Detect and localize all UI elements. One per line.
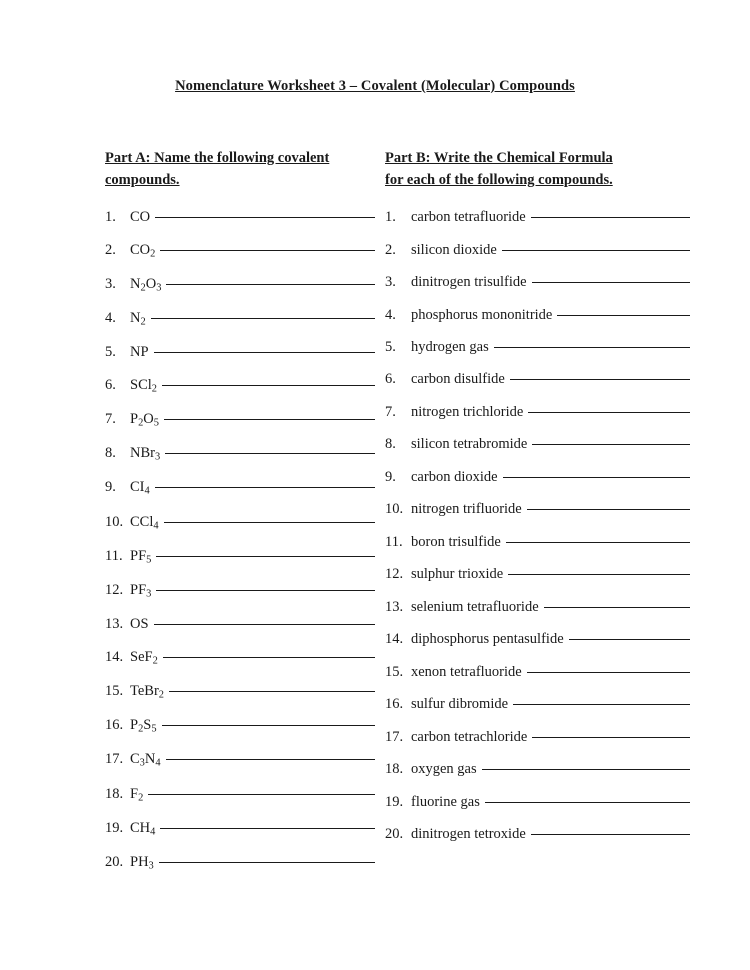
item-number: 9. <box>385 468 396 485</box>
part-b-item <box>385 696 690 713</box>
answer-blank[interactable] <box>508 574 690 575</box>
answer-blank[interactable] <box>532 282 690 283</box>
item-number: 18. <box>105 785 124 802</box>
chemical-formula: CCl$_4$ <box>130 513 159 532</box>
item-number: 14. <box>105 648 124 665</box>
part-a-item <box>105 582 375 601</box>
part-b-item <box>385 469 690 486</box>
answer-blank[interactable] <box>557 315 690 316</box>
item-number: 3. <box>385 274 396 291</box>
compound-name: nitrogen trichloride <box>411 403 524 420</box>
part-a-item <box>105 616 375 633</box>
chemical-formula: $PH_3$ <box>130 854 154 872</box>
part-b-item <box>385 826 690 843</box>
answer-blank[interactable] <box>151 318 375 319</box>
chemical-formula: TeBr$_2$ <box>130 682 164 701</box>
answer-blank[interactable] <box>166 759 375 760</box>
answer-blank[interactable] <box>156 556 375 557</box>
answer-blank[interactable] <box>532 444 690 445</box>
answer-blank[interactable] <box>528 412 690 413</box>
answer-blank[interactable] <box>154 624 375 625</box>
chemical-formula: NBr$_3$ <box>130 445 161 463</box>
item-number: 12. <box>385 566 404 583</box>
part-a-item <box>105 276 375 295</box>
item-number: 15. <box>385 663 404 680</box>
answer-blank[interactable] <box>531 834 690 835</box>
part-b-item <box>385 631 690 648</box>
compound-name: boron trisulfide <box>411 533 501 550</box>
part-b-item <box>385 404 690 421</box>
compound-name: xenon tetrafluoride <box>411 663 522 680</box>
item-number: 4. <box>385 306 396 323</box>
part-a-item <box>105 209 375 226</box>
part-a-item <box>105 683 375 702</box>
part-a-item <box>105 717 375 736</box>
answer-blank[interactable] <box>164 522 375 523</box>
part-a-heading-line1: Part A: Name the following covalent <box>105 150 330 166</box>
compound-name: sulphur trioxide <box>411 566 504 583</box>
part-a-item <box>105 751 375 770</box>
answer-blank[interactable] <box>169 691 375 692</box>
chemical-formula: SeF$_2$ <box>130 648 158 667</box>
compound-name: silicon tetrabromide <box>411 436 528 453</box>
answer-blank[interactable] <box>485 802 690 803</box>
part-a-item <box>105 445 375 464</box>
part-b-item <box>385 209 690 226</box>
compound-name: selenium tetrafluoride <box>411 598 539 615</box>
answer-blank[interactable] <box>154 352 375 353</box>
item-number: 2. <box>105 241 116 258</box>
answer-blank[interactable] <box>159 862 375 863</box>
part-a-column <box>60 147 375 888</box>
compound-name: phosphorus mononitride <box>411 306 553 323</box>
item-number: 5. <box>105 344 116 361</box>
item-number: 9. <box>105 479 116 496</box>
chemical-formula: $C_3N_4$ <box>130 751 161 769</box>
item-number: 7. <box>105 410 116 427</box>
answer-blank[interactable] <box>160 250 375 251</box>
part-a-item <box>105 514 375 533</box>
compound-name: nitrogen trifluoride <box>411 501 522 518</box>
chemical-formula: $CO_2$ <box>130 241 156 260</box>
part-a-item <box>105 344 375 361</box>
item-number: 11. <box>385 533 403 550</box>
answer-blank[interactable] <box>532 737 690 738</box>
compound-name: fluorine gas <box>411 793 480 810</box>
part-a-heading <box>105 147 375 191</box>
chemical-formula: NP <box>130 344 149 361</box>
answer-blank[interactable] <box>494 347 690 348</box>
part-b-item <box>385 371 690 388</box>
part-a-item <box>105 548 375 567</box>
part-b-item <box>385 242 690 259</box>
item-number: 12. <box>105 582 124 598</box>
part-a-item <box>105 820 375 839</box>
chemical-formula: $PF_5$ <box>130 547 152 566</box>
item-number: 15. <box>105 682 124 699</box>
item-number: 10. <box>105 513 124 530</box>
chemical-formula: $N_2$ <box>130 309 146 328</box>
part-a-item <box>105 377 375 396</box>
part-b-heading-line1: Part B: Write the Chemical Formula <box>385 150 613 166</box>
chemical-formula: $F_2$ <box>130 785 144 804</box>
chemical-formula: OS <box>130 616 149 633</box>
chemical-formula: $CI_4$ <box>130 479 150 497</box>
answer-blank[interactable] <box>148 794 375 795</box>
chemical-formula: CO <box>130 209 151 226</box>
part-a-item <box>105 310 375 329</box>
part-b-item <box>385 501 690 518</box>
answer-blank[interactable] <box>160 828 375 829</box>
part-a-item <box>105 854 375 873</box>
part-b-item <box>385 339 690 356</box>
compound-name: dinitrogen tetroxide <box>411 826 526 843</box>
answer-blank[interactable] <box>531 217 690 218</box>
answer-blank[interactable] <box>482 769 690 770</box>
item-number: 16. <box>385 696 404 713</box>
compound-name: carbon dioxide <box>411 468 498 485</box>
part-b-item <box>385 307 690 324</box>
part-b-item <box>385 436 690 453</box>
item-number: 7. <box>385 403 396 420</box>
item-number: 2. <box>385 241 396 258</box>
item-number: 8. <box>385 436 396 453</box>
part-b-item <box>385 274 690 291</box>
item-number: 14. <box>385 631 404 648</box>
item-number: 13. <box>385 598 404 615</box>
worksheet-columns <box>60 147 690 888</box>
answer-blank[interactable] <box>510 379 690 380</box>
answer-blank[interactable] <box>156 590 375 591</box>
answer-blank[interactable] <box>527 509 690 510</box>
item-number: 6. <box>385 371 396 388</box>
compound-name: carbon disulfide <box>411 371 505 388</box>
item-number: 17. <box>385 728 404 745</box>
item-number: 17. <box>105 751 124 768</box>
item-number: 3. <box>105 275 116 292</box>
item-number: 8. <box>105 445 116 462</box>
compound-name: diphosphorus pentasulfide <box>411 631 564 648</box>
item-number: 11. <box>105 547 123 564</box>
answer-blank[interactable] <box>163 657 375 658</box>
part-a-item <box>105 242 375 261</box>
item-number: 1. <box>385 209 396 226</box>
item-number: 19. <box>385 793 404 810</box>
chemical-formula: $CH_4$ <box>130 819 156 838</box>
compound-name: sulfur dibromide <box>411 696 509 713</box>
answer-blank[interactable] <box>155 217 375 218</box>
answer-blank[interactable] <box>155 487 375 488</box>
chemical-formula: $P_2O_5$ <box>130 410 159 429</box>
answer-blank[interactable] <box>502 250 690 251</box>
part-b-item <box>385 729 690 746</box>
compound-name: hydrogen gas <box>411 339 489 355</box>
part-a-item <box>105 411 375 430</box>
part-b-item <box>385 794 690 811</box>
item-number: 1. <box>105 209 116 226</box>
compound-name: oxygen gas <box>411 761 477 778</box>
answer-blank[interactable] <box>527 672 690 673</box>
part-a-item <box>105 649 375 668</box>
answer-blank[interactable] <box>166 284 375 285</box>
compound-name: carbon tetrachloride <box>411 728 528 745</box>
chemical-formula: $N_2O_3$ <box>130 275 162 294</box>
item-number: 20. <box>385 826 404 843</box>
part-b-item <box>385 534 690 551</box>
part-b-item <box>385 599 690 616</box>
compound-name: carbon tetrafluoride <box>411 209 526 226</box>
part-b-column <box>375 147 690 859</box>
chemical-formula: $P_2S_5$ <box>130 717 157 735</box>
part-b-question-list <box>385 209 690 844</box>
answer-blank[interactable] <box>164 419 375 420</box>
part-a-item <box>105 479 375 498</box>
part-b-item <box>385 761 690 778</box>
answer-blank[interactable] <box>165 453 375 454</box>
part-b-heading-line2: for each of the following compounds. <box>385 172 613 189</box>
answer-blank[interactable] <box>544 607 690 608</box>
part-a-question-list <box>105 209 375 873</box>
answer-blank[interactable] <box>506 542 690 543</box>
item-number: 20. <box>105 854 124 871</box>
item-number: 10. <box>385 501 404 518</box>
item-number: 5. <box>385 339 396 355</box>
part-b-item <box>385 664 690 681</box>
item-number: 4. <box>105 309 116 326</box>
item-number: 19. <box>105 819 124 836</box>
item-number: 13. <box>105 616 124 633</box>
item-number: 16. <box>105 717 124 734</box>
chemical-formula: $PF_3$ <box>130 582 152 600</box>
compound-name: silicon dioxide <box>411 241 497 258</box>
part-b-heading <box>385 147 690 191</box>
item-number: 18. <box>385 761 404 778</box>
part-a-heading-line2: compounds. <box>105 172 180 189</box>
answer-blank[interactable] <box>569 639 690 640</box>
page-title: Nomenclature Worksheet 3 – Covalent (Molecular) Compounds <box>175 78 575 94</box>
answer-blank[interactable] <box>503 477 690 478</box>
chemical-formula: SCl$_2$ <box>130 376 157 395</box>
answer-blank[interactable] <box>513 704 690 705</box>
answer-blank[interactable] <box>162 725 375 726</box>
answer-blank[interactable] <box>162 385 375 386</box>
part-a-item <box>105 786 375 805</box>
compound-name: dinitrogen trisulfide <box>411 274 527 291</box>
part-b-item <box>385 566 690 583</box>
item-number: 6. <box>105 376 116 393</box>
